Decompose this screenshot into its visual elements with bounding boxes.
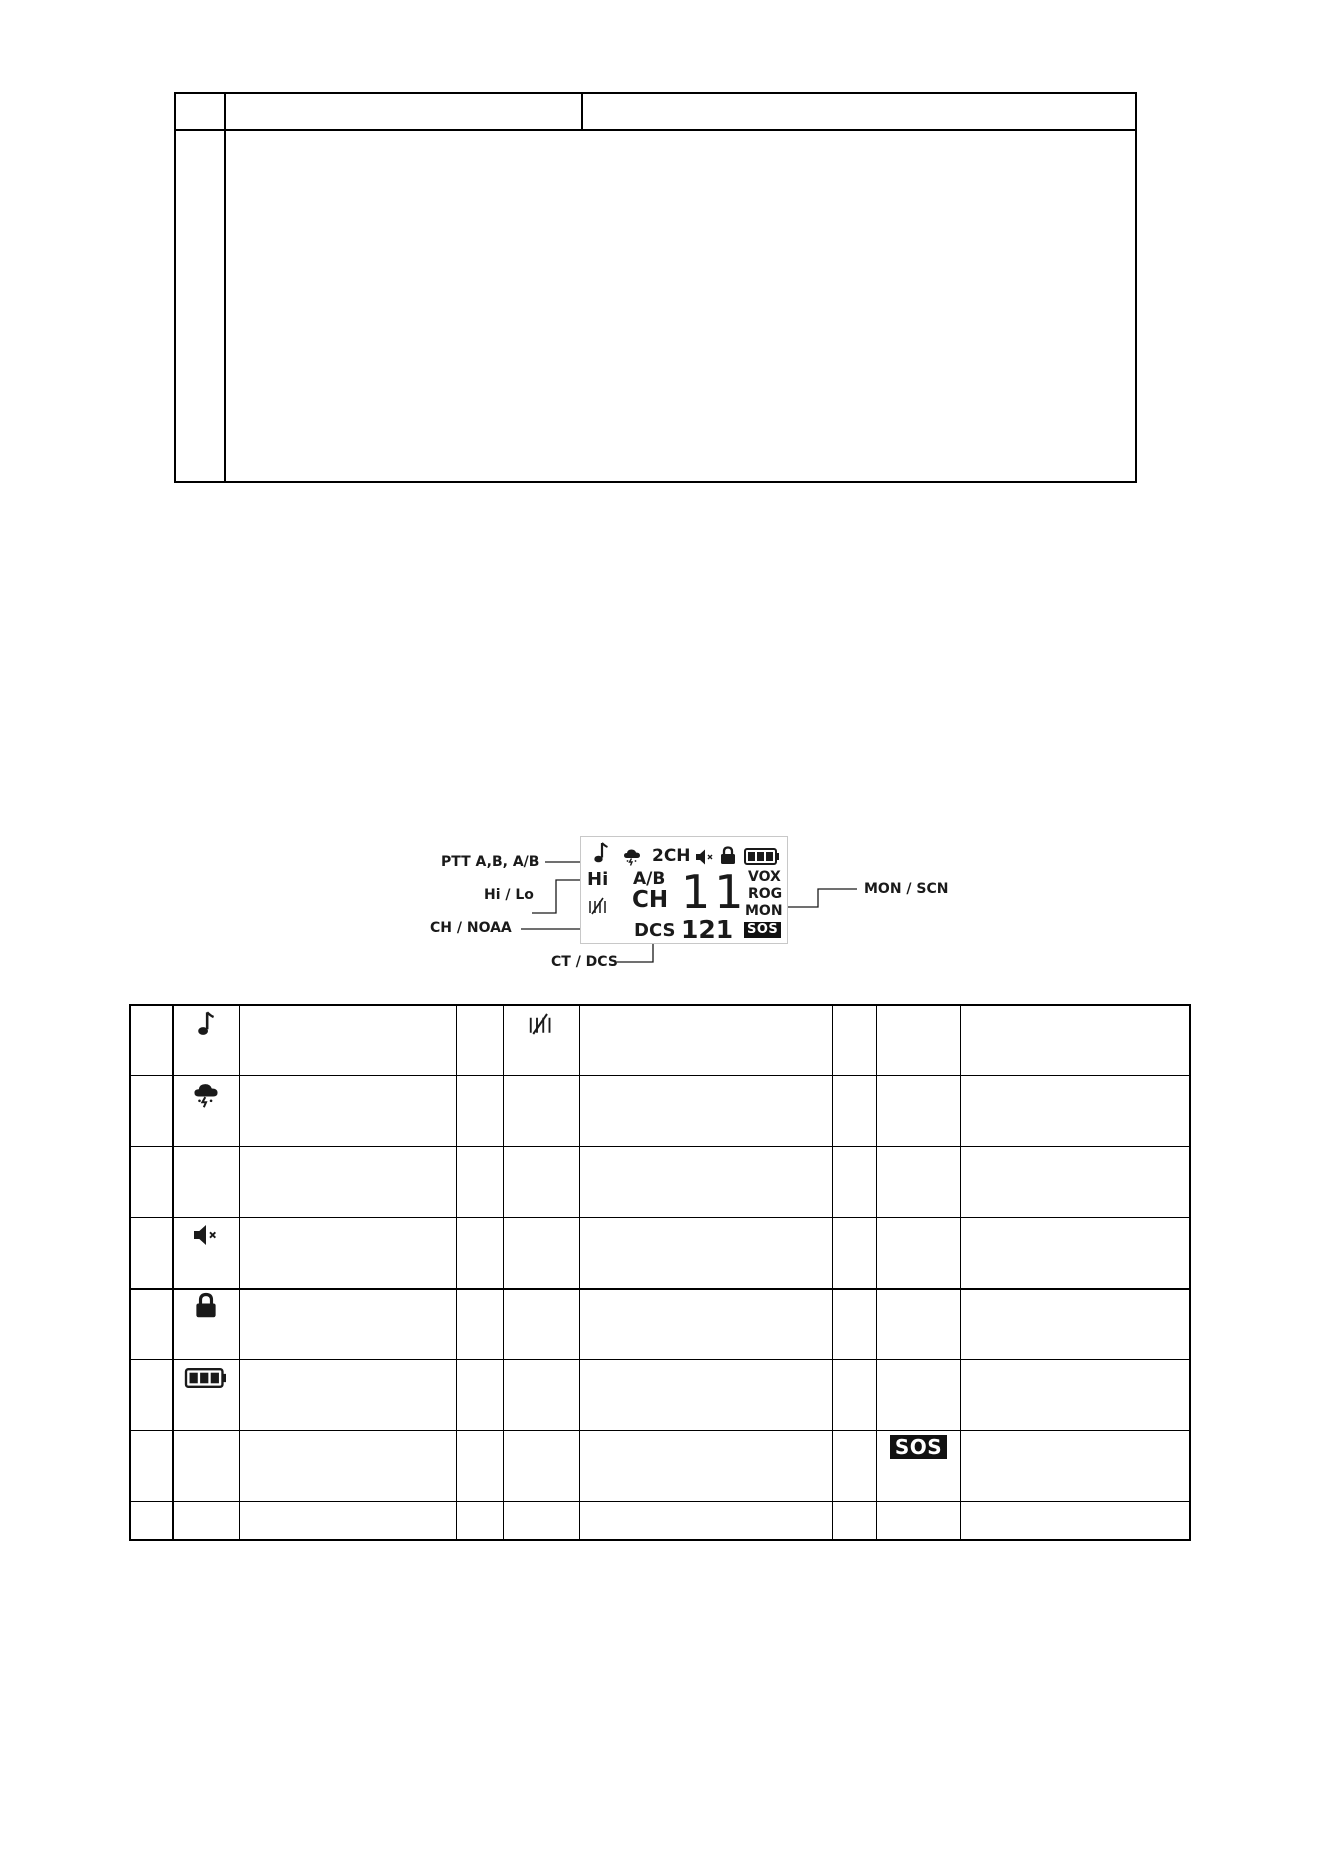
lcd-vox: VOX: [748, 869, 781, 885]
legend-cell-icon: [173, 1010, 239, 1038]
callout-ptt: PTT A,B, A/B: [441, 854, 540, 870]
battery-full-icon: [184, 1368, 228, 1388]
callout-mon-scn: MON / SCN: [864, 881, 949, 897]
mute-speaker-icon: [192, 1223, 220, 1247]
lcd-sos-badge: SOS: [744, 922, 781, 938]
lcd-mon: MON: [745, 903, 783, 919]
lcd-ptt-indicator: A/B: [633, 869, 666, 889]
lcd-code-type: DCS: [634, 920, 676, 941]
sos-badge: SOS: [890, 1435, 947, 1459]
lcd-display: [580, 836, 788, 944]
legend-cell-icon: [173, 1082, 239, 1108]
lcd-rog: ROG: [748, 886, 783, 902]
music-note-icon: [593, 841, 609, 865]
mute-speaker-icon: [695, 848, 715, 866]
scramble-icon: [587, 897, 611, 915]
legend-cell-icon: [504, 1010, 579, 1038]
lock-icon: [195, 1292, 217, 1319]
callout-hi-lo: Hi / Lo: [484, 887, 534, 903]
legend-cell-icon: [173, 1368, 239, 1388]
legend-cell-icon: [877, 1435, 960, 1459]
lcd-power-indicator: Hi: [587, 869, 609, 890]
music-note-icon: [195, 1010, 217, 1038]
legend-cell-icon: [173, 1223, 239, 1247]
callout-ct-dcs: CT / DCS: [551, 954, 618, 970]
weather-storm-icon: [623, 848, 641, 866]
battery-full-icon: [744, 848, 780, 865]
callout-ch-noaa: CH / NOAA: [430, 920, 512, 936]
legend-table: [129, 1004, 1191, 1541]
legend-cell-icon: [173, 1292, 239, 1319]
lcd-channels: 2CH: [652, 846, 691, 866]
scramble-icon: [527, 1010, 557, 1038]
lcd-channel-number: 11: [681, 865, 748, 919]
lock-icon: [720, 846, 736, 865]
weather-storm-icon: [193, 1082, 219, 1108]
lcd-code-number: 121: [681, 915, 734, 944]
lcd-mode-indicator: CH: [632, 887, 669, 913]
